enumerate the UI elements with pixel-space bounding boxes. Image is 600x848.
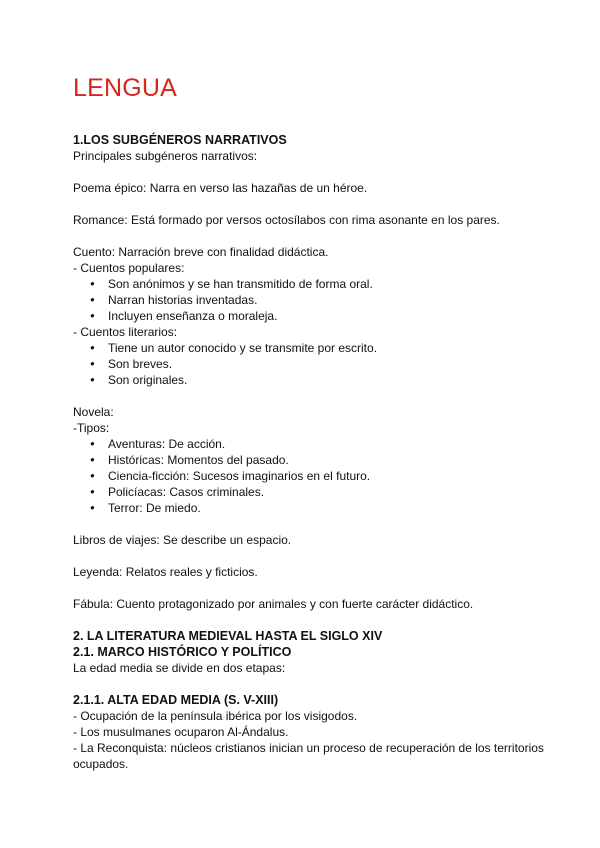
- section-2-intro: La edad media se divide en dos etapas:: [73, 661, 286, 675]
- section-1-heading: 1.LOS SUBGÉNEROS NARRATIVOS: [73, 133, 287, 147]
- fabula-text: Fábula: Cuento protagonizado por animales y con fuerte carácter didáctico.: [73, 597, 474, 611]
- list-item: ● Ciencia-ficción: Sucesos imaginarios en el futuro.: [73, 468, 553, 484]
- libros-viajes-text: Libros de viajes: Se describe un espacio.: [73, 533, 292, 547]
- list-item: ● Históricas: Momentos del pasado.: [73, 452, 553, 468]
- list-item: ● Son originales.: [73, 372, 553, 388]
- section-2-1-1-heading: 2.1.1. ALTA EDAD MEDIA (S. V-XIII): [73, 693, 279, 707]
- cuentos-populares-list: [73, 276, 553, 324]
- list-item: ● Narran historias inventadas.: [73, 292, 553, 308]
- list-item: ● Terror: De miedo.: [73, 500, 553, 516]
- section-2-heading: 2. LA LITERATURA MEDIEVAL HASTA EL SIGLO XIV: [73, 629, 383, 643]
- page-title: LENGUA: [73, 74, 178, 102]
- section-2-line: - La Reconquista: núcleos cristianos inician un proceso de recuperación de los territorios ocupados.: [73, 741, 544, 771]
- section-2-line: - Ocupación de la península ibérica por los visigodos.: [73, 709, 358, 723]
- list-item: ● Aventuras: De acción.: [73, 436, 553, 452]
- poema-epico-text: Poema épico: Narra en verso las hazañas de un héroe.: [73, 181, 368, 195]
- section-1-intro: Principales subgéneros narrativos:: [73, 149, 258, 163]
- cuentos-literarios-list: [73, 340, 553, 388]
- list-item: ● Policíacas: Casos criminales.: [73, 484, 553, 500]
- tipos-label: -Tipos:: [73, 421, 110, 435]
- romance-text: Romance: Está formado por versos octosílabos con rima asonante en los pares.: [73, 213, 500, 227]
- cuentos-populares-label: - Cuentos populares:: [73, 261, 185, 275]
- list-item: ● Son breves.: [73, 356, 553, 372]
- list-item: ● Son anónimos y se han transmitido de forma oral.: [73, 276, 553, 292]
- section-2-1-heading: 2.1. MARCO HISTÓRICO Y POLÍTICO: [73, 645, 292, 659]
- list-item: ● Incluyen enseñanza o moraleja.: [73, 308, 553, 324]
- document-body: [73, 132, 553, 772]
- leyenda-text: Leyenda: Relatos reales y ficticios.: [73, 565, 258, 579]
- list-item: ● Tiene un autor conocido y se transmite por escrito.: [73, 340, 553, 356]
- novela-tipos-list: [73, 436, 553, 516]
- cuentos-literarios-label: - Cuentos literarios:: [73, 325, 178, 339]
- section-2-line: - Los musulmanes ocuparon Al-Ándalus.: [73, 725, 289, 739]
- cuento-text: Cuento: Narración breve con finalidad didáctica.: [73, 245, 329, 259]
- novela-label: Novela:: [73, 405, 114, 419]
